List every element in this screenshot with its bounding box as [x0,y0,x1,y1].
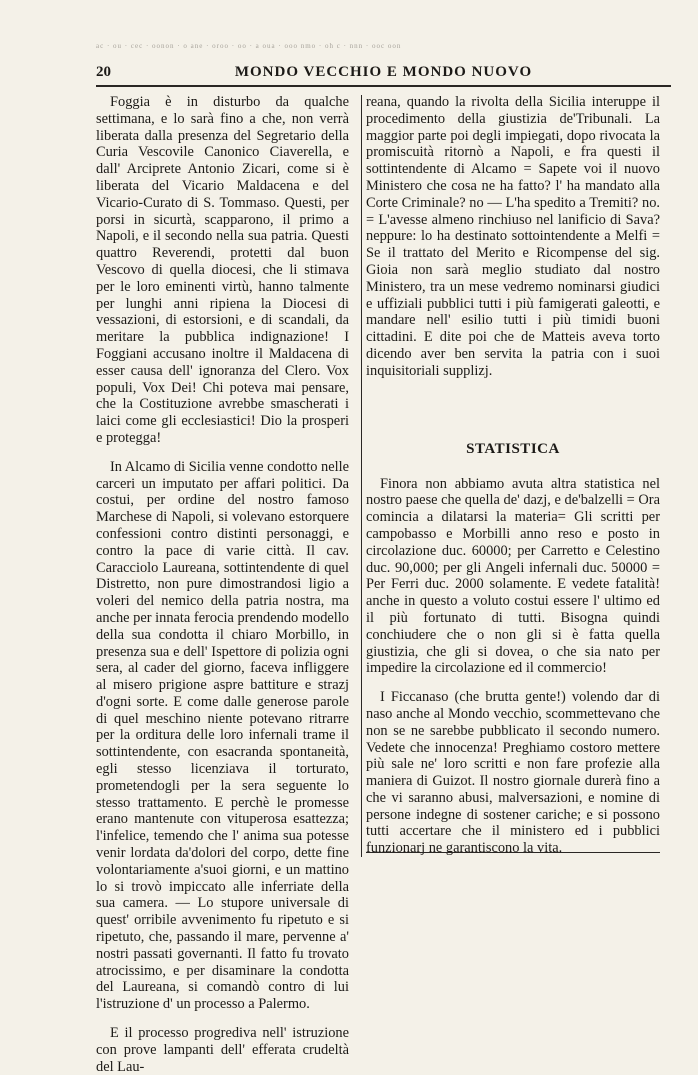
left-column [96,94,349,1075]
column-divider [361,95,362,857]
right-column [366,94,660,857]
article-foggia: Foggia è in disturbo da qualche settimana, e lo sarà fino a che, non verrà liberata dalla presenza del Segretario della Curia Vescovile Canonico Ciaverella, e dall' Arciprete Antonio Zicari, come si è liberata del Vicario Maldacena e del Vicario-Curato di S. Tommaso. Questi, per porsi in sicurtà, scapparono, il primo a Napoli, e il secondo nella sua patria. Questi quattro Reverendi, protetti dal buon Vescovo di quella diocesi, che li stimava per le loro eminenti virtù, hanno talmente per lunghi anni ripiena la Diocesi di vessazioni, di estorsioni, e di scandali, da meritare la pubblica indignazione! I Foggiani accusano inoltre il Maldacena di esser causa dell' ignoranza del Clero. Vox populi, Vox Dei! Chi poteva mai pensare, che la Costituzione avrebbe smascherati i laici come gli ecclesiastici! Dio la prosperi e protegga! [96,94,349,446]
running-title: MONDO VECCHIO E MONDO NUOVO [234,64,533,80]
section-title-statistica: STATISTICA [466,440,560,457]
bleed-through-text: ac · ou · cec · oonon · o ane · oroo · oo · a oua · ooo nmo · oh c · nnn · ooc oon [96,42,402,50]
end-rule [366,852,660,853]
page-header [96,62,671,82]
article-ficcanaso: I Ficcanaso (che brutta gente!) volendo dar di naso anche al Mondo vecchio, scommettevano che non se ne sarebbe pubblicato il secondo numero. Vedete che innocenza! Preghiamo costoro mettere più sale ne' loro scritti e non fare profezie alla maniera di Guizot. Il nostro giornale durerà fino a che vi saranno abusi, malversazioni, e nomine di persone indegne di sostener cariche; e si possono tutti accertare che il ministero ed i pubblici funzionarj ne garantiscono la vita. [366,689,660,857]
article-statistica: Finora non abbiamo avuta altra statistica nel nostro paese che quella de' dazj, e de'balzelli = Ora comincia a dilatarsi la materia= Gli scritti per campobasso e Morbilli anno reso e posto in circolazione duc. 60000; per Carretto e Celestino duc. 90,000; per gli Angeli infernali duc. 50000 = Per Ferri duc. 2000 solamente. E vedete fatalità! anche in questo a voluto costui essere l' ultimo ed il più fortunato di tutti. Bisogna quindi conchiudere che o non gli si è fatta quella giustizia, che gli si dovea, o che sia nato per impedire la circolazione ed il commercio! [366,475,660,677]
article-alcamo-continued: E il processo progrediva nell' istruzione con prove lampanti dell' efferata crudeltà del Lau- [96,1025,349,1075]
page-number: 20 [96,64,111,80]
article-alcamo: In Alcamo di Sicilia venne condotto nelle carceri un imputato per affari politici. Da costui, per ordine del nostro famoso Marchese di Napoli, si volevano estorquere confessioni contro distinti personaggi, e contro la pace di varie città. Il cav. Caracciolo Laureana, sottintendente di quel Distretto, non pure dimostrandosi ligio a voleri del nemico della patria nostra, ma anche per innata ferocia prendendo modello della sua condotta il chiaro Morbillo, in presenza sua e dell' Ispettore di polizia ogni sera, al cader del giorno, faceva infliggere al misero prigione aspre battiture e strazj d'ogni sorte. E come dalle generose parole di quel meschino niente potevano ritrarre per la orditura delle loro infernali trame il sottintendente, con esacranda spontaneità, egli stesso licenziava il torturato, prometendogli per la sera seguente lo stesso trattamento. E perchè le promesse erano mantenute con vituperosa esattezza; l'infelice, temendo che l' anima sua potesse venir lordata da'dolori del corpo, dette fine volontariamente a'suoi giorni, e un mattino lo si trovò impiccato alle inferriate della sua camera. — Lo stupore universale di quest' orribile avvenimento fu ripetuto e si ripetuto, che, passando il mare, pervenne a' nostri passati governanti. Il fatto fu trovato atrocissimo, e per disaminare la condotta del Laureana, si comandò contro di lui l'istruzione d' un processo a Palermo. [96,458,349,1013]
header-rule [96,85,671,87]
article-alcamo-end: reana, quando la rivolta della Sicilia interuppe il procedimento della giustizia de'Tribunali. La maggior parte poi degli impiegati, dopo rivocata la promiscuità ritornò a Napoli, e fra questi il sottintendente di Alcamo = Sapete voi il nuovo Ministero che cosa ne ha fatto? l' ha mandato alla Corte Criminale? no — L'ha spedito a Tremiti? no. = L'avesse almeno rinchiuso nel lanificio di Sava? neppure: lo ha destinato sottointendente a Melfi = Se il trattato del Merito e Ricompense del sig. Gioia non sarà meglio studiato dal nostro Ministero, tra un mese vedremo nominarsi giudici e uffiziali pubblici tutti i più famigerati galeotti, e mandare nell' esilio tutti i più timidi buoni cittadini. E dite poi che de Matteis aveva torto dicendo aver ben servita la patria con i suoi inquisitoriali supplizj. [366,94,660,379]
